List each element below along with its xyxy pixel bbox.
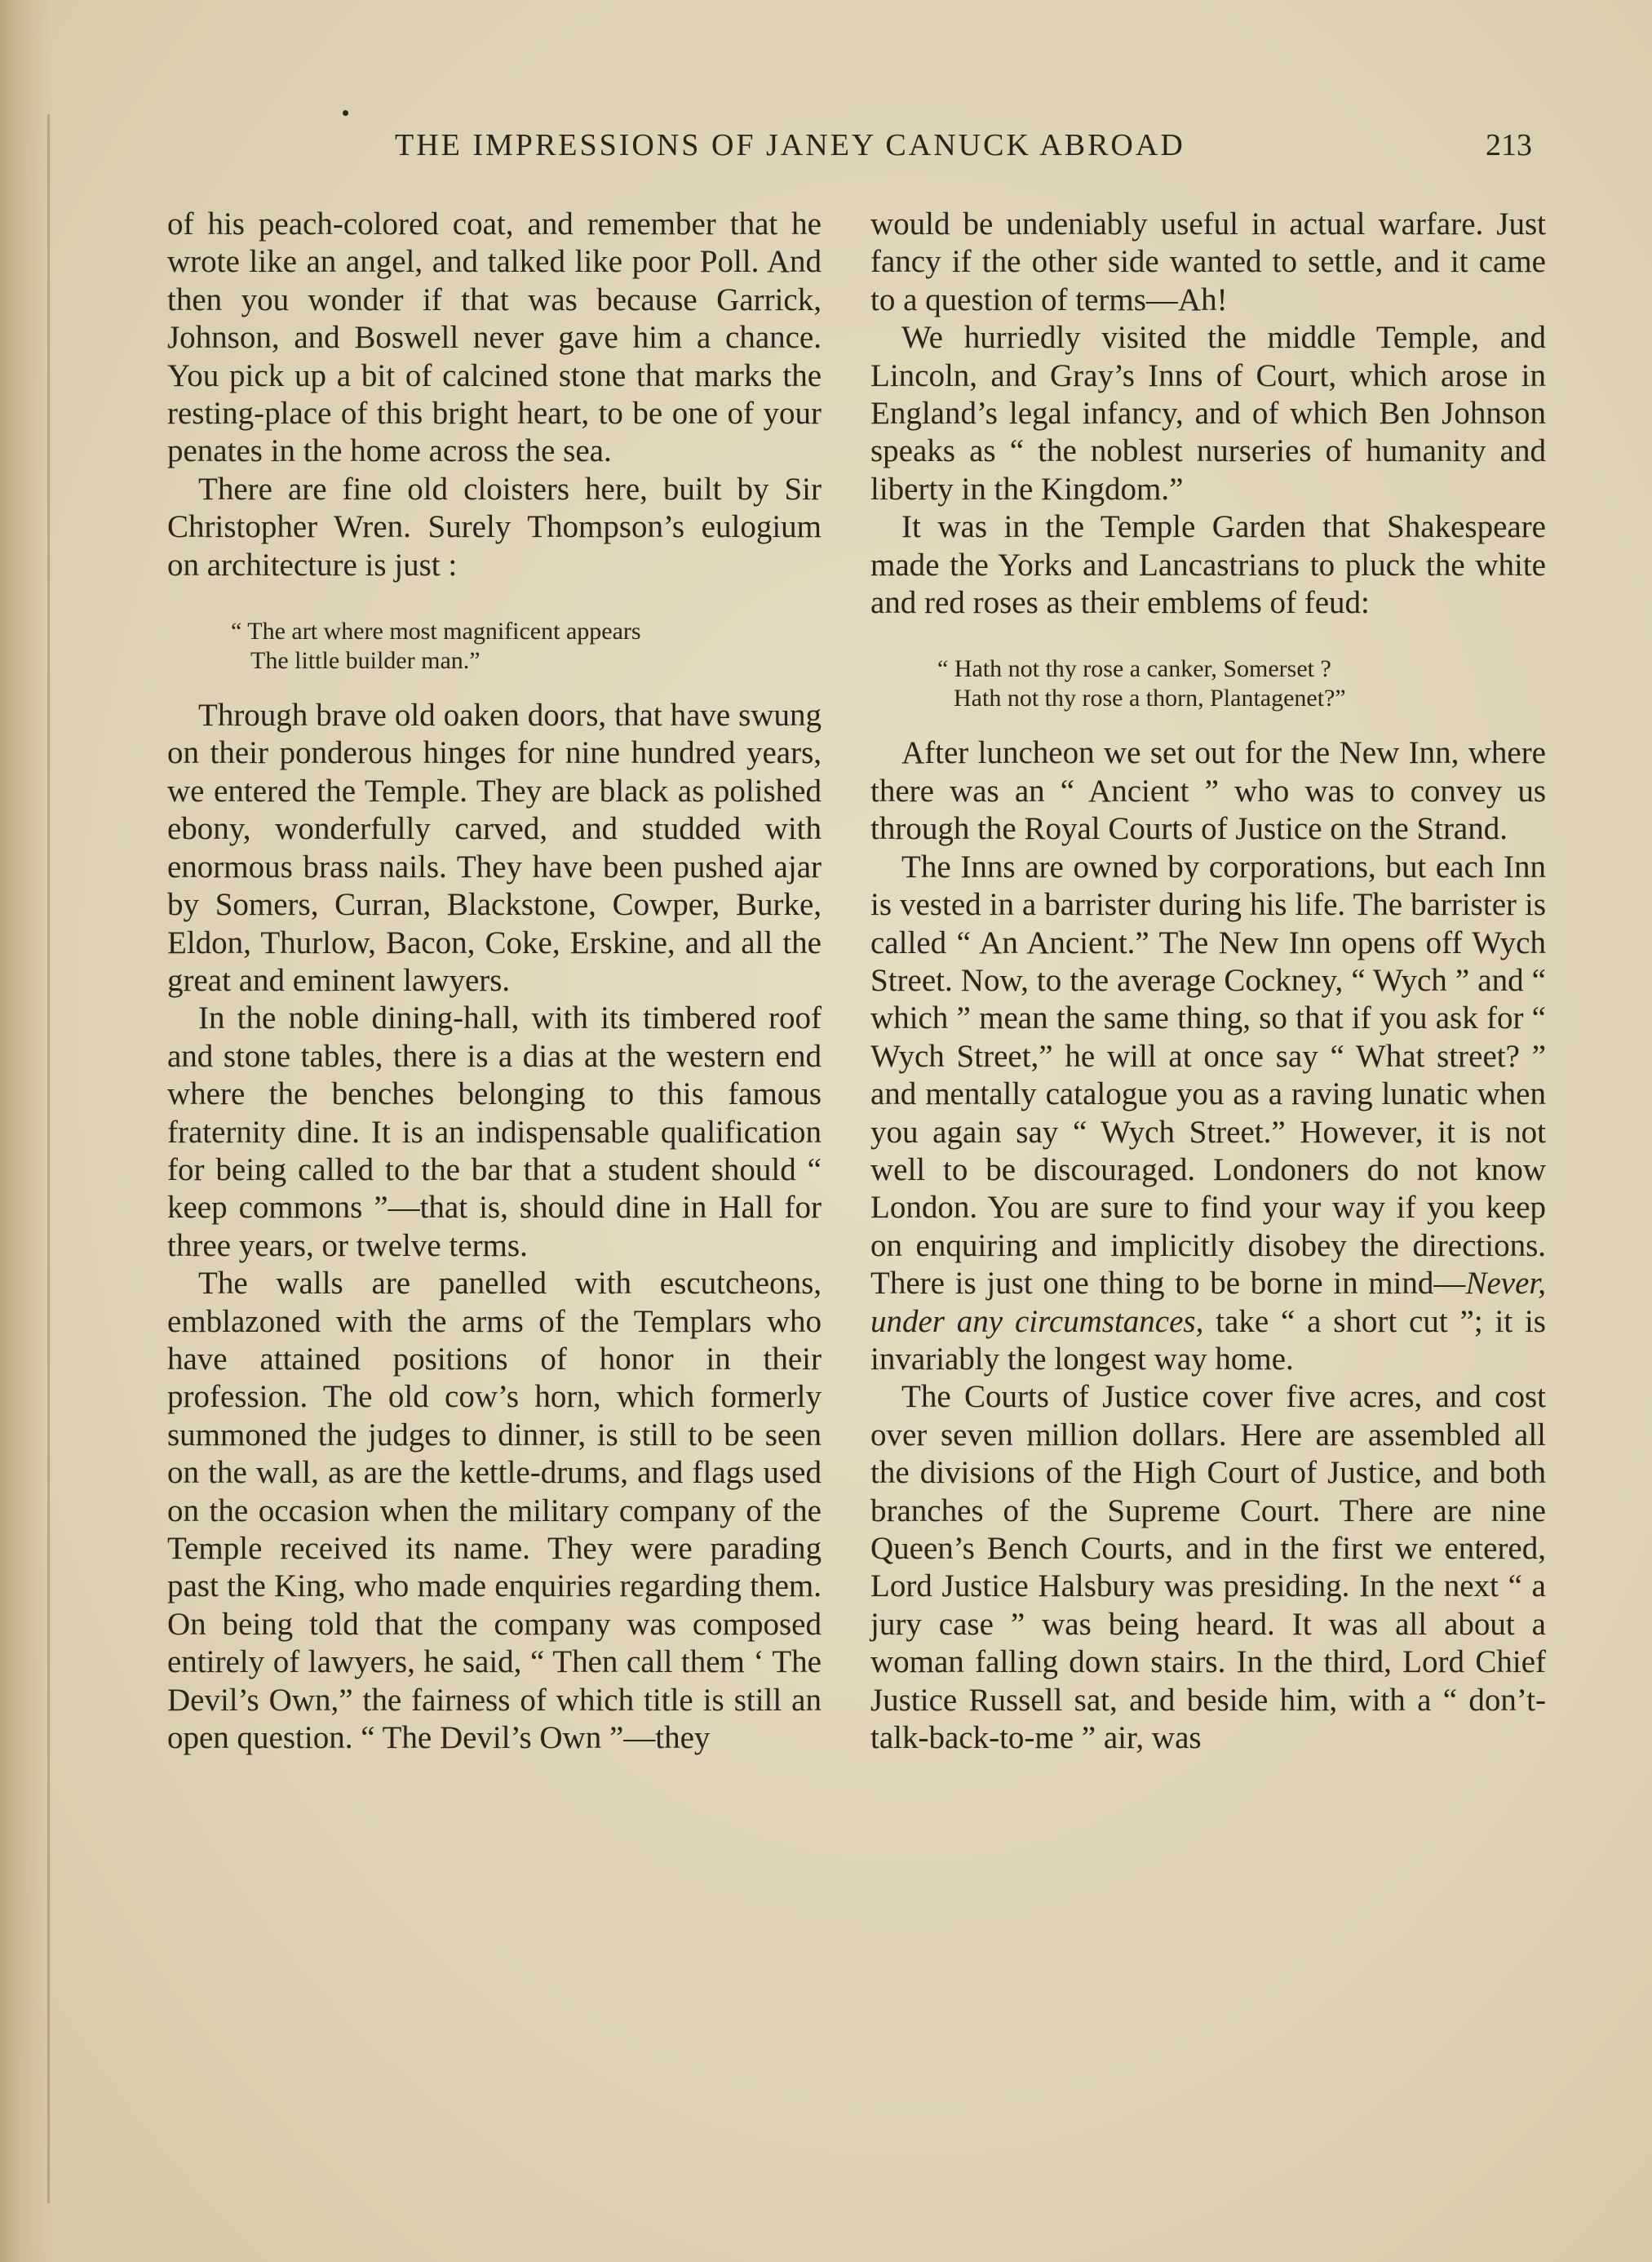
- page-header: [186, 127, 1532, 168]
- paragraph: Through brave old oaken doors, that have swung on their ponderous hinges for nine hundred years, we entered the Temple. They are black as polished ebony, wonderfully carved, and studded with enormous brass nails. They have been pushed ajar by Somers, Curran, Blackstone, Cowper, Burke, Eldon, Thurlow, Bacon, Coke, Erskine, and all the great and eminent lawyers.: [167, 698, 822, 998]
- verse-quote: [870, 654, 1546, 713]
- quote-line: The little builder man.”: [250, 647, 481, 675]
- binding-edge: [0, 0, 52, 2262]
- paragraph: The walls are panelled with escutcheons, emblazoned with the arms of the Templars who have attained positions of honor in their profession. The old cow’s horn, which formerly summoned the judges to dinner, is still to be seen on the wall, as are the kettle-drums, and flags used on the occasion when the military company of the Temple received its name. They were parading past the King, who made enquiries regarding them. On being told that the company was composed entirely of lawyers, he said, “ Then call them ‘ The Devil’s Own,” the fairness of which title is still an open question. “ The Devil’s Own ”—they: [167, 1266, 822, 1756]
- right-column: [870, 206, 1546, 1757]
- ink-dot: [343, 110, 348, 116]
- paragraph: [870, 849, 1546, 1379]
- quote-line: Hath not thy rose a thorn, Plantagenet?”: [954, 685, 1346, 712]
- paragraph: would be undeniably useful in actual warfare. Just fancy if the other side wanted to settle, and it came to a question of terms—Ah!: [870, 206, 1546, 317]
- italic-phrase: Never, under any circumstances,: [870, 1266, 1546, 1339]
- binding-line: [47, 114, 50, 2203]
- quote-line: “ Hath not thy rose a canker, Somerset ?: [937, 655, 1331, 683]
- paragraph: We hurriedly visited the middle Temple, and Lincoln, and Gray’s Inns of Court, which arose in England’s legal infancy, and of which Ben Johnson speaks as “ the noblest nurseries of humanity and liberty in the Kingdom.”: [870, 320, 1546, 507]
- paragraph: After luncheon we set out for the New Inn, where there was an “ Ancient ” who was to convey us through the Royal Courts of Justice on the Strand.: [870, 735, 1546, 847]
- paragraph: of his peach-colored coat, and remember that he wrote like an angel, and talked like poor Poll. And then you wonder if that was because Garrick, Johnson, and Boswell never gave him a chance. You pick up a bit of calcined stone that marks the resting-place of this bright heart, to be one of your penates in the home across the sea.: [167, 206, 822, 469]
- paragraph-text: The Inns are owned by corporations, but each Inn is vested in a barrister during his life. The barrister is called “ An Ancient.” The New Inn opens off Wych Street. Now, to the average Cockney, “ Wych ” and “ which ” mean the same thing, so that if you ask for “ Wych Street,” he will at once say “ What street? ” and mentally catalogue you as a raving lunatic when you again say “ Wych Street.” However, it is not well to be discouraged. Londoners do not know London. You are sure to find your way if you keep on enquiring and implicitly disobey the directions. There is just one thing to be borne in mind—: [870, 849, 1546, 1302]
- paragraph: In the noble dining-hall, with its timbered roof and stone tables, there is a dias at the western end where the benches belonging to this famous fraternity dine. It is an indispensable qualification for being called to the bar that a student should “ keep commons ”—that is, should dine in Hall for three years, or twelve terms.: [167, 1000, 822, 1263]
- paragraph: The Courts of Justice cover five acres, and cost over seven million dollars. Here are assembled all the divisions of the High Court of Justice, and both branches of the Supreme Court. There are nine Queen’s Bench Courts, and in the first we entered, Lord Justice Halsbury was presiding. In the next “ a jury case ” was being heard. It was all about a woman falling down stairs. In the third, Lord Chief Justice Russell sat, and beside him, with a “ don’t-talk-back-to-me ” air, was: [870, 1379, 1546, 1756]
- running-title: THE IMPRESSIONS OF JANEY CANUCK ABROAD: [395, 128, 1185, 162]
- paragraph: It was in the Temple Garden that Shakespeare made the Yorks and Lancastrians to pluck the white and red roses as their emblems of feud:: [870, 509, 1546, 621]
- verse-quote: [167, 617, 822, 676]
- paragraph-text-end: take “ a short cut ”; it is invariably the longest way home.: [870, 1303, 1546, 1377]
- left-column: [167, 206, 822, 1757]
- page-number: 213: [1486, 128, 1532, 162]
- quote-line: “ The art where most magnificent appears: [231, 618, 641, 645]
- paragraph: There are fine old cloisters here, built by Sir Christopher Wren. Surely Thompson’s eulogium on architecture is just :: [167, 471, 822, 583]
